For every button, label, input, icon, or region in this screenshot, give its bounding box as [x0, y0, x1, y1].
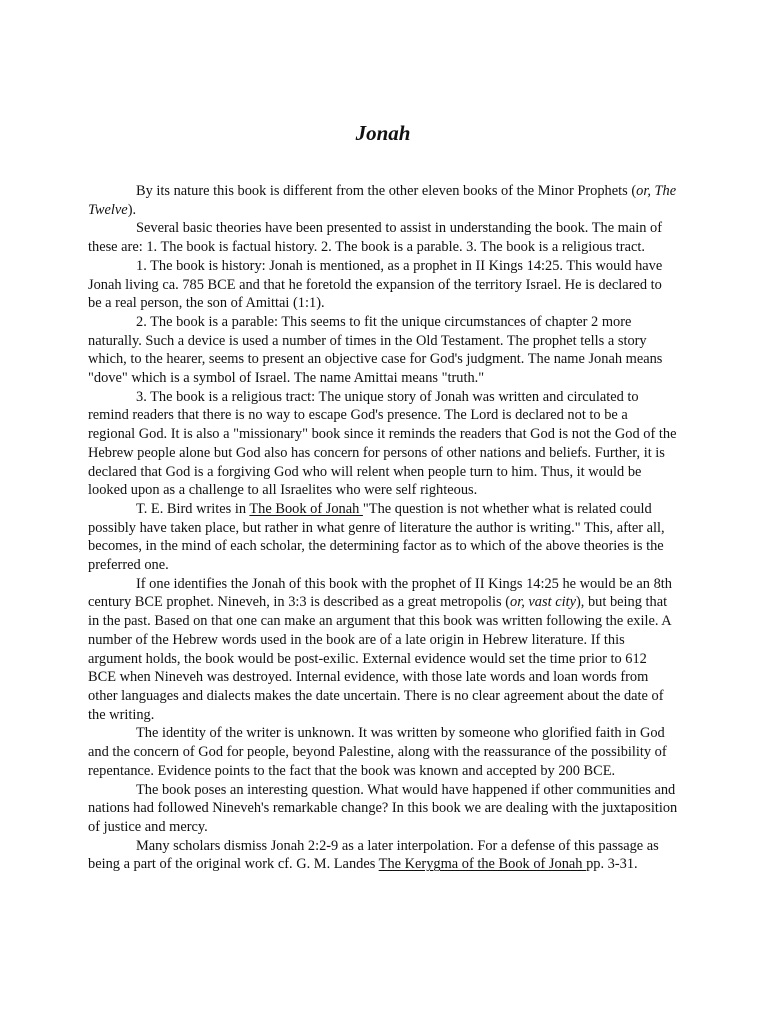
italic-text: or, vast city: [510, 594, 576, 611]
text-segment: pp. 3-31.: [586, 856, 638, 873]
italic-text: or, The Twelve: [88, 183, 677, 218]
text-segment: If one identifies the Jonah of this book with the prophet of II Kings 14:25 he would be an 8th century BCE prophet. Nineveh, in 3:3 is described as a great metropolis (: [88, 575, 672, 611]
text-segment: ).: [127, 201, 137, 218]
paragraph-intro: [88, 182, 678, 219]
text-segment: By its nature this book is different from the other eleven books of the Minor Prophets (: [136, 183, 637, 199]
text-segment: T. E. Bird writes in: [136, 500, 250, 517]
book-title-reference: The Kerygma of the Book of Jonah: [378, 856, 587, 873]
text-segment: ), but being that in the past. Based on that one can make an argument that this book was written following the exile. A number of the Hebrew words used in the book are of a late origin in Hebrew literature. If this argument holds, the book would be post-exilic. External evidence would set the time prior to 612 BCE when Nineveh was destroyed. Internal evidence, with those late words and loan words from other languages and dialects makes the date uncertain. There is no clear agreement about the date of the writing.: [88, 594, 671, 723]
paragraph-question: The book poses an interesting question. What would have happened if other communities and nations had followed Nineveh's remarkable change? In this book we are dealing with the juxtaposition of justice and mercy.: [88, 781, 678, 835]
paragraph-author: The identity of the writer is unknown. It was written by someone who glorified faith in God and the concern of God for people, beyond Palestine, along with the reassurance of the possibility of repentance. Evidence points to the fact that the book was known and accepted by 200 BCE.: [88, 725, 667, 779]
document-page: [88, 120, 678, 874]
paragraph-dating: [88, 575, 678, 725]
book-title-reference: The Book of Jonah: [249, 500, 363, 517]
paragraph-religious-tract: 3. The book is a religious tract: The unique story of Jonah was written and circulated to remind readers that there is no way to escape God's presence. The Lord is declared not to be a regional God. It is also a "missionary" book since it reminds the readers that God is not the God of the Hebrew people alone but God also has concern for persons of other nations and beliefs. Further, it is declared that God is a forgiving God who will relent when people turn to him. Thus, it would be looked upon as a challenge to all Israelites who were self righteous.: [88, 388, 677, 499]
text-segment: Many scholars dismiss Jonah 2:2-9 as a later interpolation. For a defense of this passage as being a part of the original work cf. G. M. Landes: [88, 837, 659, 873]
paragraph-interpolation: [88, 837, 678, 874]
paragraph-theories: Several basic theories have been presented to assist in understanding the book. The main of these are: 1. The book is factual history. 2. The book is a parable. 3. The book is a religious tract.: [88, 220, 663, 256]
text-segment: "The question is not whether what is related could possibly have taken place, but rather in what genre of literature the author is writing." This, after all, becomes, in the mind of each scholar, the determining factor as to which of the above theories is the preferred one.: [88, 500, 665, 574]
page-title: Jonah: [355, 121, 411, 145]
paragraph-bird-quote: [88, 500, 678, 575]
paragraph-parable: 2. The book is a parable: This seems to fit the unique circumstances of chapter 2 more naturally. Such a device is used a number of times in the Old Testament. The prophet tells a story which, to the hearer, seems to present an objective case for God's judgment. The name Jonah means "dove" which is a symbol of Israel. The name Amittai means "truth.": [88, 313, 663, 387]
paragraph-history: 1. The book is history: Jonah is mentioned, as a prophet in II Kings 14:25. This would have Jonah living ca. 785 BCE and that he foretold the expansion of the territory Israel. He is declared to be a real person, the son of Amittai (1:1).: [88, 257, 663, 312]
